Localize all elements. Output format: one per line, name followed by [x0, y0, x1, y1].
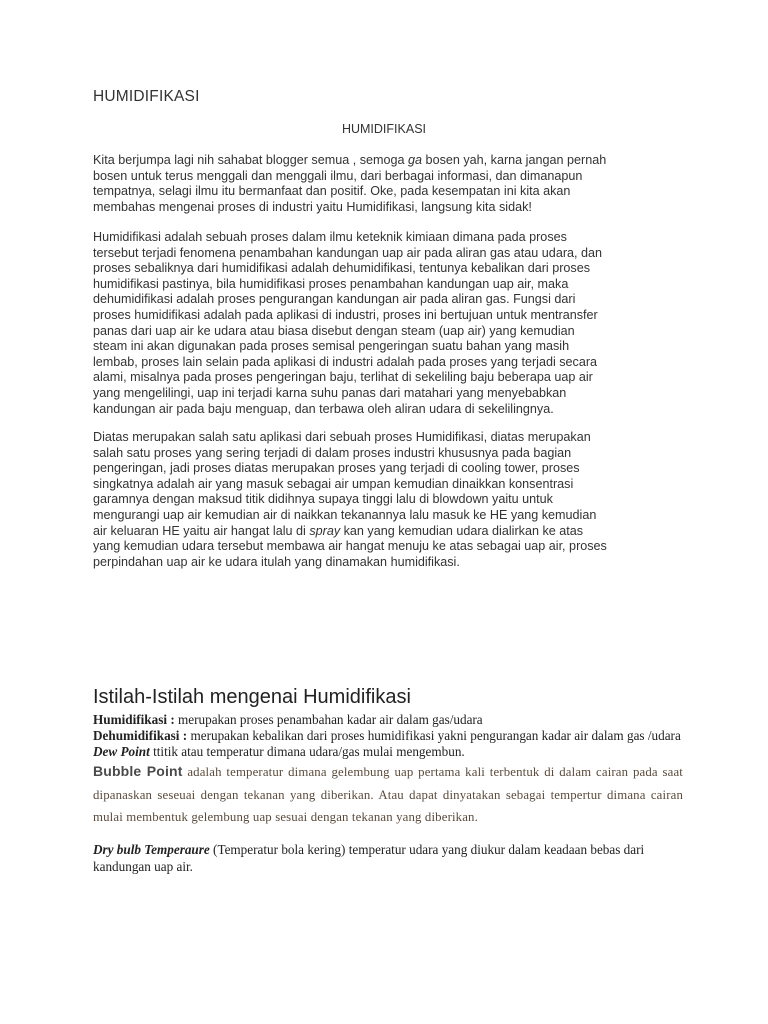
term-dew-point-label: Dew Point — [93, 744, 150, 759]
term-dry-bulb-label: Dry bulb Temperaure — [93, 841, 210, 857]
application-paragraph — [93, 430, 683, 570]
application-text-spray: spray — [309, 523, 341, 538]
term-dehumidifikasi — [93, 728, 683, 744]
term-bubble-point — [93, 760, 683, 829]
intro-paragraph — [93, 153, 683, 215]
term-humidifikasi-label: Humidifikasi : — [93, 712, 175, 727]
term-dehumidifikasi-def: merupakan kebalikan dari proses humidifikasi yakni pengurangan kadar air dalam gas /udara — [187, 728, 681, 743]
term-bubble-point-label: Bubble Point — [93, 763, 183, 779]
center-title: HUMIDIFIKASI — [341, 122, 427, 136]
term-dew-point — [93, 744, 683, 760]
terms-list — [93, 712, 683, 875]
term-dry-bulb-def: (Temperatur bola kering) temperatur udara yang diukur dalam keadaan bebas dari kandungan uap air. — [93, 841, 645, 874]
application-text-a: Diatas merupakan salah satu aplikasi dari sebuah proses Humidifikasi, diatas merupakan salah satu proses yang sering terjadi di dalam proses industri khususnya pada bagian pengeringan, jadi proses diatas merupakan proses yang terjadi di cooling tower, proses singkatnya adalah air yang masuk sebagai air umpan kemudian dinaikkan konsentrasi garamnya dengan maksud titik didihnya supaya tinggi lalu di blowdown yaitu untuk mengurangi uap air kemudian air di naikkan tekanannya lalu masuk ke HE yang kemudian air keluaran HE yaitu air hangat lalu di — [93, 430, 597, 538]
term-dew-point-def: ttitik atau temperatur dimana udara/gas mulai mengembun. — [149, 744, 465, 759]
application-text-b: kan yang kemudian udara dialirkan ke atas yang kemudian udara tersebut membawa air hangat menuju ke atas sebagai uap air, proses perpindahan uap air ke udara itulah yang dinamakan humidifikasi. — [93, 523, 607, 569]
term-dehumidifikasi-label: Dehumidifikasi : — [93, 728, 188, 743]
intro-text-a: Kita berjumpa lagi nih sahabat blogger semua , semoga — [93, 153, 409, 167]
document-title: HUMIDIFIKASI — [93, 88, 200, 105]
intro-text-b: bosen yah, karna jangan pernah bosen untuk terus menggali dan menggali ilmu, dari berbagai informasi, dan dimanapun tempatnya, selagi ilmu itu bermanfaat dan positif. Oke, pada kesempatan ini kita akan membahas mengenai proses di industri yaitu Humidifikasi, langsung kita sidak! — [93, 153, 607, 214]
term-bubble-point-def: adalah temperatur dimana gelembung uap pertama kali terbentuk di dalam cairan pada saat dipanaskan seseuai dengan tekanan yang diberikan. Atau dapat dinyatakan sebagai tempertur dimana cairan mulai membentuk gelembung uap sesuai dengan tekanan yang diberikan. — [93, 765, 683, 825]
definition-paragraph: Humidifikasi adalah sebuah proses dalam ilmu keteknik kimiaan dimana pada proses tersebut terjadi fenomena penambahan kandungan uap air pada aliran gas atau udara, dan proses sebaliknya dari humidifikasi adalah dehumidifikasi, tentunya kebalikan dari proses humidifikasi pastinya, bila humidifikasi proses penambahan kandungan uap air, maka dehumidifikasi adalah proses pengurangan kandungan air pada aliran gas. Fungsi dari proses humidifikasi adalah pada aplikasi di industri, proses ini bertujuan untuk mentransfer panas dari uap air ke udara atau biasa disebut dengan steam (uap air) yang kemudian steam ini akan digunakan pada proses semisal pengeringan suatu bahan yang masih lembab, proses lain selain pada aplikasi di industri adalah pada proses yang terjadi secara alami, misalnya pada proses pengeringan baju, terlihat di sekeliling baju beberapa uap air yang mengelilingi, uap ini terjadi karna suhu panas dari matahari yang menyebabkan kandungan air pada baju menguap, dan terbawa oleh aliran udara di sekelilingnya. — [93, 230, 603, 416]
terms-heading: Istilah-Istilah mengenai Humidifikasi — [93, 686, 411, 708]
intro-text-ga: ga — [408, 153, 423, 167]
term-humidifikasi — [93, 712, 683, 728]
term-dry-bulb — [93, 841, 683, 875]
term-humidifikasi-def: merupakan proses penambahan kadar air dalam gas/udara — [174, 712, 483, 727]
